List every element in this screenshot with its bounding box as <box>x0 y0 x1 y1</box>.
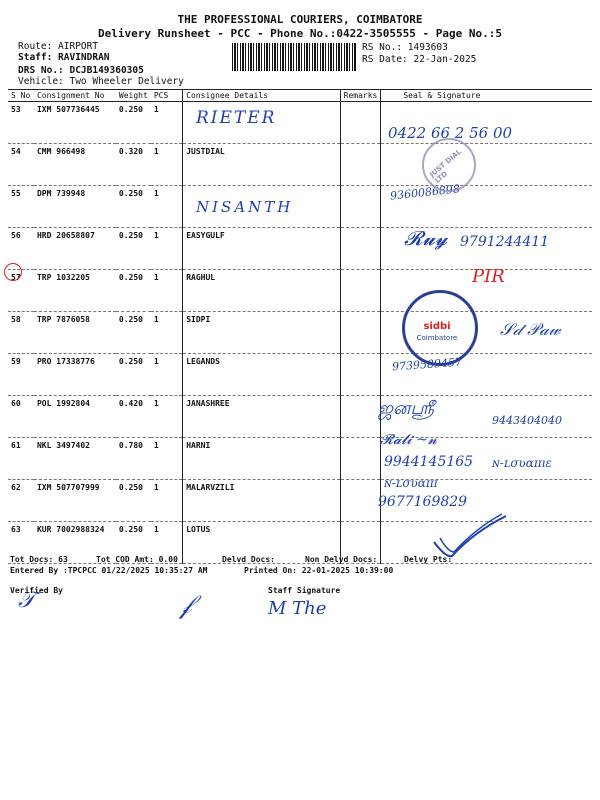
verified-by-label: Verified By <box>10 586 63 595</box>
cell-consignee: MALARVZILI <box>183 480 340 522</box>
cell-remarks <box>340 228 381 270</box>
cell-sno: 56 <box>8 228 34 270</box>
scribble-signature: ஜனஸ்ரீ <box>378 398 434 419</box>
scribble-signature: ɴ-ʟσʋɑɪɪɪ <box>384 476 438 490</box>
cell-consignment: PRO 17338776 <box>34 354 116 396</box>
col-sno: S No <box>8 90 34 102</box>
cell-remarks <box>340 102 381 144</box>
verifier-initial: 𝒯 <box>18 588 35 613</box>
handwritten-signature: 9791244411 <box>460 234 550 250</box>
cell-weight: 0.250 <box>116 186 151 228</box>
col-consignee: Consignee Details <box>183 90 340 102</box>
cell-remarks <box>340 354 381 396</box>
cell-weight: 0.250 <box>116 228 151 270</box>
cell-weight: 0.250 <box>116 354 151 396</box>
cell-consignee: LEGANDS <box>183 354 340 396</box>
total-docs: Tot Docs: 63 <box>10 555 68 564</box>
cell-pcs: 1 <box>151 396 183 438</box>
cell-remarks <box>340 144 381 186</box>
cell-sno: 53 <box>8 102 34 144</box>
sidbi-stamp <box>402 290 478 366</box>
cell-weight: 0.780 <box>116 438 151 480</box>
table-row <box>8 144 592 186</box>
col-seal-signature: Seal & Signature <box>381 90 592 102</box>
cell-consignee: RAGHUL <box>183 270 340 312</box>
cell-remarks <box>340 270 381 312</box>
table-header-row <box>8 90 592 102</box>
cell-pcs: 1 <box>151 312 183 354</box>
scribble-signature: 𝓡𝓪𝓵𝓲 ~𝓷 <box>380 432 438 448</box>
delivered-docs: Delvd Docs: <box>222 555 275 564</box>
cell-pcs: 1 <box>151 438 183 480</box>
cell-pcs: 1 <box>151 102 183 144</box>
cell-consignee: JUSTDIAL <box>183 144 340 186</box>
cell-remarks <box>340 186 381 228</box>
handwritten-consignee-name: NISANTH <box>196 198 294 216</box>
col-remarks: Remarks <box>340 90 381 102</box>
cell-remarks <box>340 312 381 354</box>
non-delivered-docs: Non Delvd Docs: <box>305 555 378 564</box>
cell-consignment: KUR 7002988324 <box>34 522 116 564</box>
cell-weight: 0.250 <box>116 102 151 144</box>
cell-consignment: HRD 20658807 <box>34 228 116 270</box>
cell-pcs: 1 <box>151 522 183 564</box>
scribble-signature: 𝒮𝒹 𝒫𝒶𝓌 <box>500 320 561 340</box>
cell-consignment: TRP 7876058 <box>34 312 116 354</box>
cell-consignment: DPM 739948 <box>34 186 116 228</box>
sidbi-stamp-name: sidbi <box>423 321 451 332</box>
cell-consignee: JANASHREE <box>183 396 340 438</box>
vehicle-label: Vehicle: Two Wheeler Delivery <box>18 76 184 87</box>
cell-weight: 0.420 <box>116 396 151 438</box>
cell-consignment: POL 1992804 <box>34 396 116 438</box>
total-cod-amount: Tot COD Amt: 0.00 <box>96 555 178 564</box>
cell-remarks <box>340 396 381 438</box>
cell-consignee: LOTUS <box>183 522 340 564</box>
col-pcs: PCS <box>151 90 183 102</box>
col-weight: Weight <box>116 90 151 102</box>
table-row <box>8 186 592 228</box>
col-consignment: Consignment No <box>34 90 116 102</box>
cell-consignment: IXM 507707999 <box>34 480 116 522</box>
barcode <box>232 43 356 71</box>
circled-row-mark <box>4 263 22 281</box>
cell-consignment: NKL 3497402 <box>34 438 116 480</box>
scribble-signature: 𝓡𝓾𝔂 <box>404 226 448 250</box>
cell-weight: 0.320 <box>116 144 151 186</box>
cell-weight: 0.250 <box>116 312 151 354</box>
handwritten-signature: 9944145165 <box>384 454 474 470</box>
cell-consignment: TRP 1032205 <box>34 270 116 312</box>
handwritten-signature: 9739589457 <box>391 355 463 374</box>
handwritten-status-mark: PIR <box>472 266 505 287</box>
printed-on: Printed On: 22-01-2025 10:39:00 <box>244 566 394 575</box>
cell-sno: 58 <box>8 312 34 354</box>
justdial-stamp <box>422 138 476 192</box>
cell-pcs: 1 <box>151 144 183 186</box>
rs-number: RS No.: 1493603 <box>362 42 448 53</box>
cell-sno: 63 <box>8 522 34 564</box>
route-label: Route: AIRPORT <box>18 41 99 52</box>
entered-by: Entered By :TPCPCC 01/22/2025 10:35:27 AM <box>10 566 208 575</box>
cell-sno: 59 <box>8 354 34 396</box>
runsheet-subtitle: Delivery Runsheet - PCC - Phone No.:0422-3505555 - Page No.:5 <box>98 27 502 40</box>
table-row <box>8 354 592 396</box>
cell-consignee: SIDPI <box>183 312 340 354</box>
handwritten-signature: 9360086898 <box>389 182 461 203</box>
scribble-signature: ɴ-ʟσʋɑɪɪıɛ <box>492 456 552 470</box>
cell-consignment: CMM 966498 <box>34 144 116 186</box>
cell-weight: 0.250 <box>116 270 151 312</box>
cell-weight: 0.250 <box>116 480 151 522</box>
cell-consignment: IXM 507736445 <box>34 102 116 144</box>
cell-consignee: EASYGULF <box>183 228 340 270</box>
company-title: THE PROFESSIONAL COURIERS, COIMBATORE <box>177 13 423 26</box>
cell-sno: 62 <box>8 480 34 522</box>
staff-signature: M The <box>268 598 327 619</box>
staff-signature-label: Staff Signature <box>268 586 341 595</box>
rs-date: RS Date: 22-Jan-2025 <box>362 54 477 65</box>
cell-pcs: 1 <box>151 480 183 522</box>
handwritten-consignee-name: RIETER <box>196 108 277 128</box>
cell-pcs: 1 <box>151 270 183 312</box>
cell-remarks <box>340 480 381 522</box>
justdial-stamp-text: JUST DIAL LTD <box>428 147 464 185</box>
cell-sno: 57 <box>8 270 34 312</box>
cell-consignee: HARNI <box>183 438 340 480</box>
cell-pcs: 1 <box>151 186 183 228</box>
staff-label: Staff: RAVINDRAN <box>18 52 110 63</box>
cell-sno: 55 <box>8 186 34 228</box>
cell-pcs: 1 <box>151 354 183 396</box>
handwritten-signature: 9443404040 <box>492 414 562 427</box>
handwritten-signature: 9677169829 <box>378 494 468 510</box>
drs-number: DRS No.: DCJB149360305 <box>18 65 144 76</box>
delivery-points: Delvy Pts: <box>404 555 453 564</box>
cell-sno: 60 <box>8 396 34 438</box>
verifier-signature: 𝒻 <box>180 590 192 620</box>
cell-weight: 0.250 <box>116 522 151 564</box>
sidbi-stamp-city: Coimbatore <box>416 334 458 342</box>
cell-signature <box>381 144 592 186</box>
cell-sno: 61 <box>8 438 34 480</box>
cell-pcs: 1 <box>151 228 183 270</box>
cell-sno: 54 <box>8 144 34 186</box>
handwritten-signature: 0422 66 2 56 00 <box>388 124 513 142</box>
cell-remarks <box>340 438 381 480</box>
